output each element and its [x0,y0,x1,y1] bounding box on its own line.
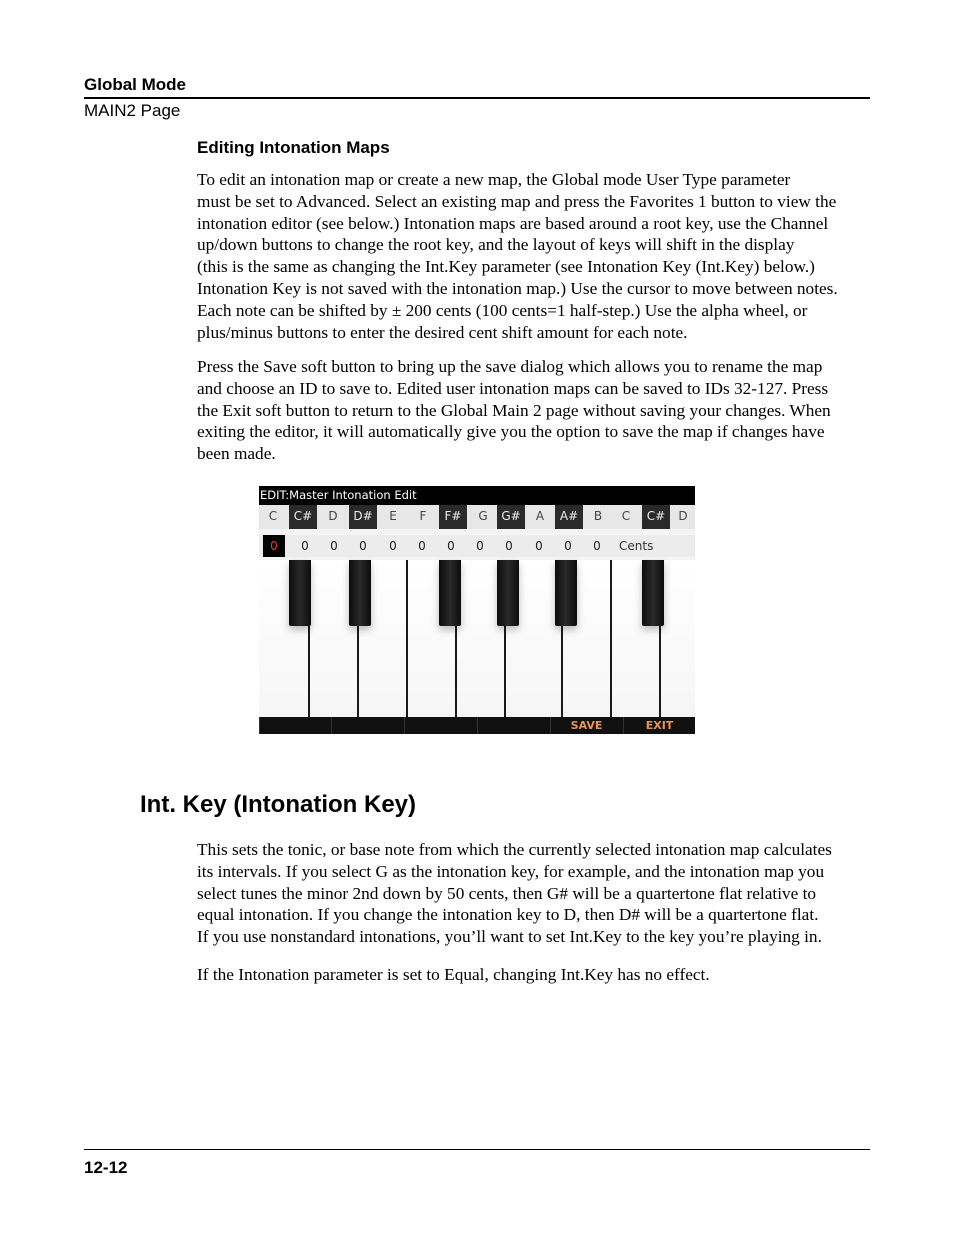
text-line: (this is the same as changing the Int.Key parameter (see Intonation Key (Int.Key) below.) [197,257,815,277]
text-line: To edit an intonation map or create a new map, the Global mode User Type parameter [197,170,791,189]
note-label[interactable]: D# [349,505,377,529]
black-key[interactable] [289,560,311,626]
text-line: equal intonation. If you change the intonation key to D, then D# will be a quartertone flat. [197,905,819,925]
cent-value[interactable]: 0 [389,539,397,553]
text-line: If you use nonstandard intonations, you’ll want to set Int.Key to the key you’re playing in. [197,927,822,947]
cent-value[interactable]: 0 [359,539,367,553]
cents-value-row [259,535,695,557]
cent-value[interactable]: 0 [505,539,513,553]
text-line: This sets the tonic, or base note from which the currently selected intonation map calculates [197,840,832,859]
note-label[interactable]: A [535,509,545,523]
black-key[interactable] [439,560,461,626]
page-number: 12-12 [84,1158,128,1177]
white-key-divider [406,560,408,717]
header-rule [84,97,870,99]
editing-heading: Editing Intonation Maps [197,138,390,157]
text-line: Each note can be shifted by ± 200 cents (100 cents=1 half-step.) Use the alpha wheel, or [197,300,808,320]
cent-value[interactable]: 0 [330,539,338,553]
page-subtitle: MAIN2 Page [84,101,181,120]
footer-rule [84,1149,870,1150]
note-label[interactable]: E [389,509,397,523]
intkey-paragraph-2: If the Intonation parameter is set to Equal, changing Int.Key has no effect. [197,965,710,984]
cent-value[interactable]: 0 [418,539,426,553]
text-line: the Exit soft button to return to the Global Main 2 page without saving your changes. When [197,400,831,420]
cent-value[interactable]: 0 [476,539,484,553]
cent-value[interactable]: 0 [564,539,572,553]
soft-button-3[interactable] [404,717,476,734]
cent-value-selected[interactable]: 0 [263,535,285,557]
black-key[interactable] [497,560,519,626]
soft-button-1[interactable] [259,717,331,734]
soft-button-bar [259,717,695,734]
cent-value[interactable]: 0 [535,539,543,553]
note-label[interactable]: A# [555,505,583,529]
section-title: Global Mode [84,75,186,94]
soft-button-2[interactable] [331,717,403,734]
note-label[interactable]: F [419,509,427,523]
intkey-paragraph-1 [197,839,873,948]
note-label[interactable]: C# [642,505,670,529]
text-line: select tunes the minor 2nd down by 50 cents, then G# will be a quartertone flat relative to [197,883,817,903]
cent-value[interactable]: 0 [301,539,309,553]
text-line: must be set to Advanced. Select an existing map and press the Favorites 1 button to view the [197,191,837,211]
keyboard-display [259,560,695,717]
text-line: up/down buttons to change the root key, and the layout of keys will shift in the display [197,235,795,255]
black-key[interactable] [642,560,664,626]
note-label[interactable]: D [328,509,338,523]
note-label[interactable]: F# [439,505,467,529]
cents-label: Cents [619,539,654,553]
editing-paragraph-1 [197,169,873,343]
intonation-editor-screen [259,486,695,734]
note-label[interactable]: B [593,509,603,523]
note-row [259,505,695,529]
text-line: and choose an ID to save to. Edited user intonation maps can be saved to IDs 32-127. Press [197,378,829,398]
note-label[interactable]: C [268,509,278,523]
save-soft-button[interactable]: SAVE [550,717,622,734]
editing-paragraph-2 [197,356,873,465]
black-key[interactable] [349,560,371,626]
cent-value[interactable]: 0 [593,539,601,553]
note-label[interactable]: C [621,509,631,523]
note-label[interactable]: C# [289,505,317,529]
note-label[interactable]: G [478,509,488,523]
text-line: been made. [197,444,276,464]
screen-title: EDIT:Master Intonation Edit [259,486,695,505]
text-line: its intervals. If you select G as the intonation key, for example, and the intonation map you [197,861,825,881]
exit-soft-button[interactable]: EXIT [623,717,695,734]
note-label[interactable]: G# [497,505,525,529]
note-label[interactable]: D [678,509,688,523]
intkey-heading: Int. Key (Intonation Key) [140,791,416,818]
text-line: Press the Save soft button to bring up the save dialog which allows you to rename the map [197,357,823,376]
soft-button-4[interactable] [477,717,549,734]
text-line: exiting the editor, it will automatically give you the option to save the map if changes have [197,422,825,442]
text-line: Intonation Key is not saved with the intonation map.) Use the cursor to move between notes. [197,278,838,298]
white-key-divider [610,560,612,717]
text-line: plus/minus buttons to enter the desired cent shift amount for each note. [197,322,688,342]
text-line: intonation editor (see below.) Intonation maps are based around a root key, use the Channel [197,213,829,233]
cent-value[interactable]: 0 [447,539,455,553]
black-key[interactable] [555,560,577,626]
